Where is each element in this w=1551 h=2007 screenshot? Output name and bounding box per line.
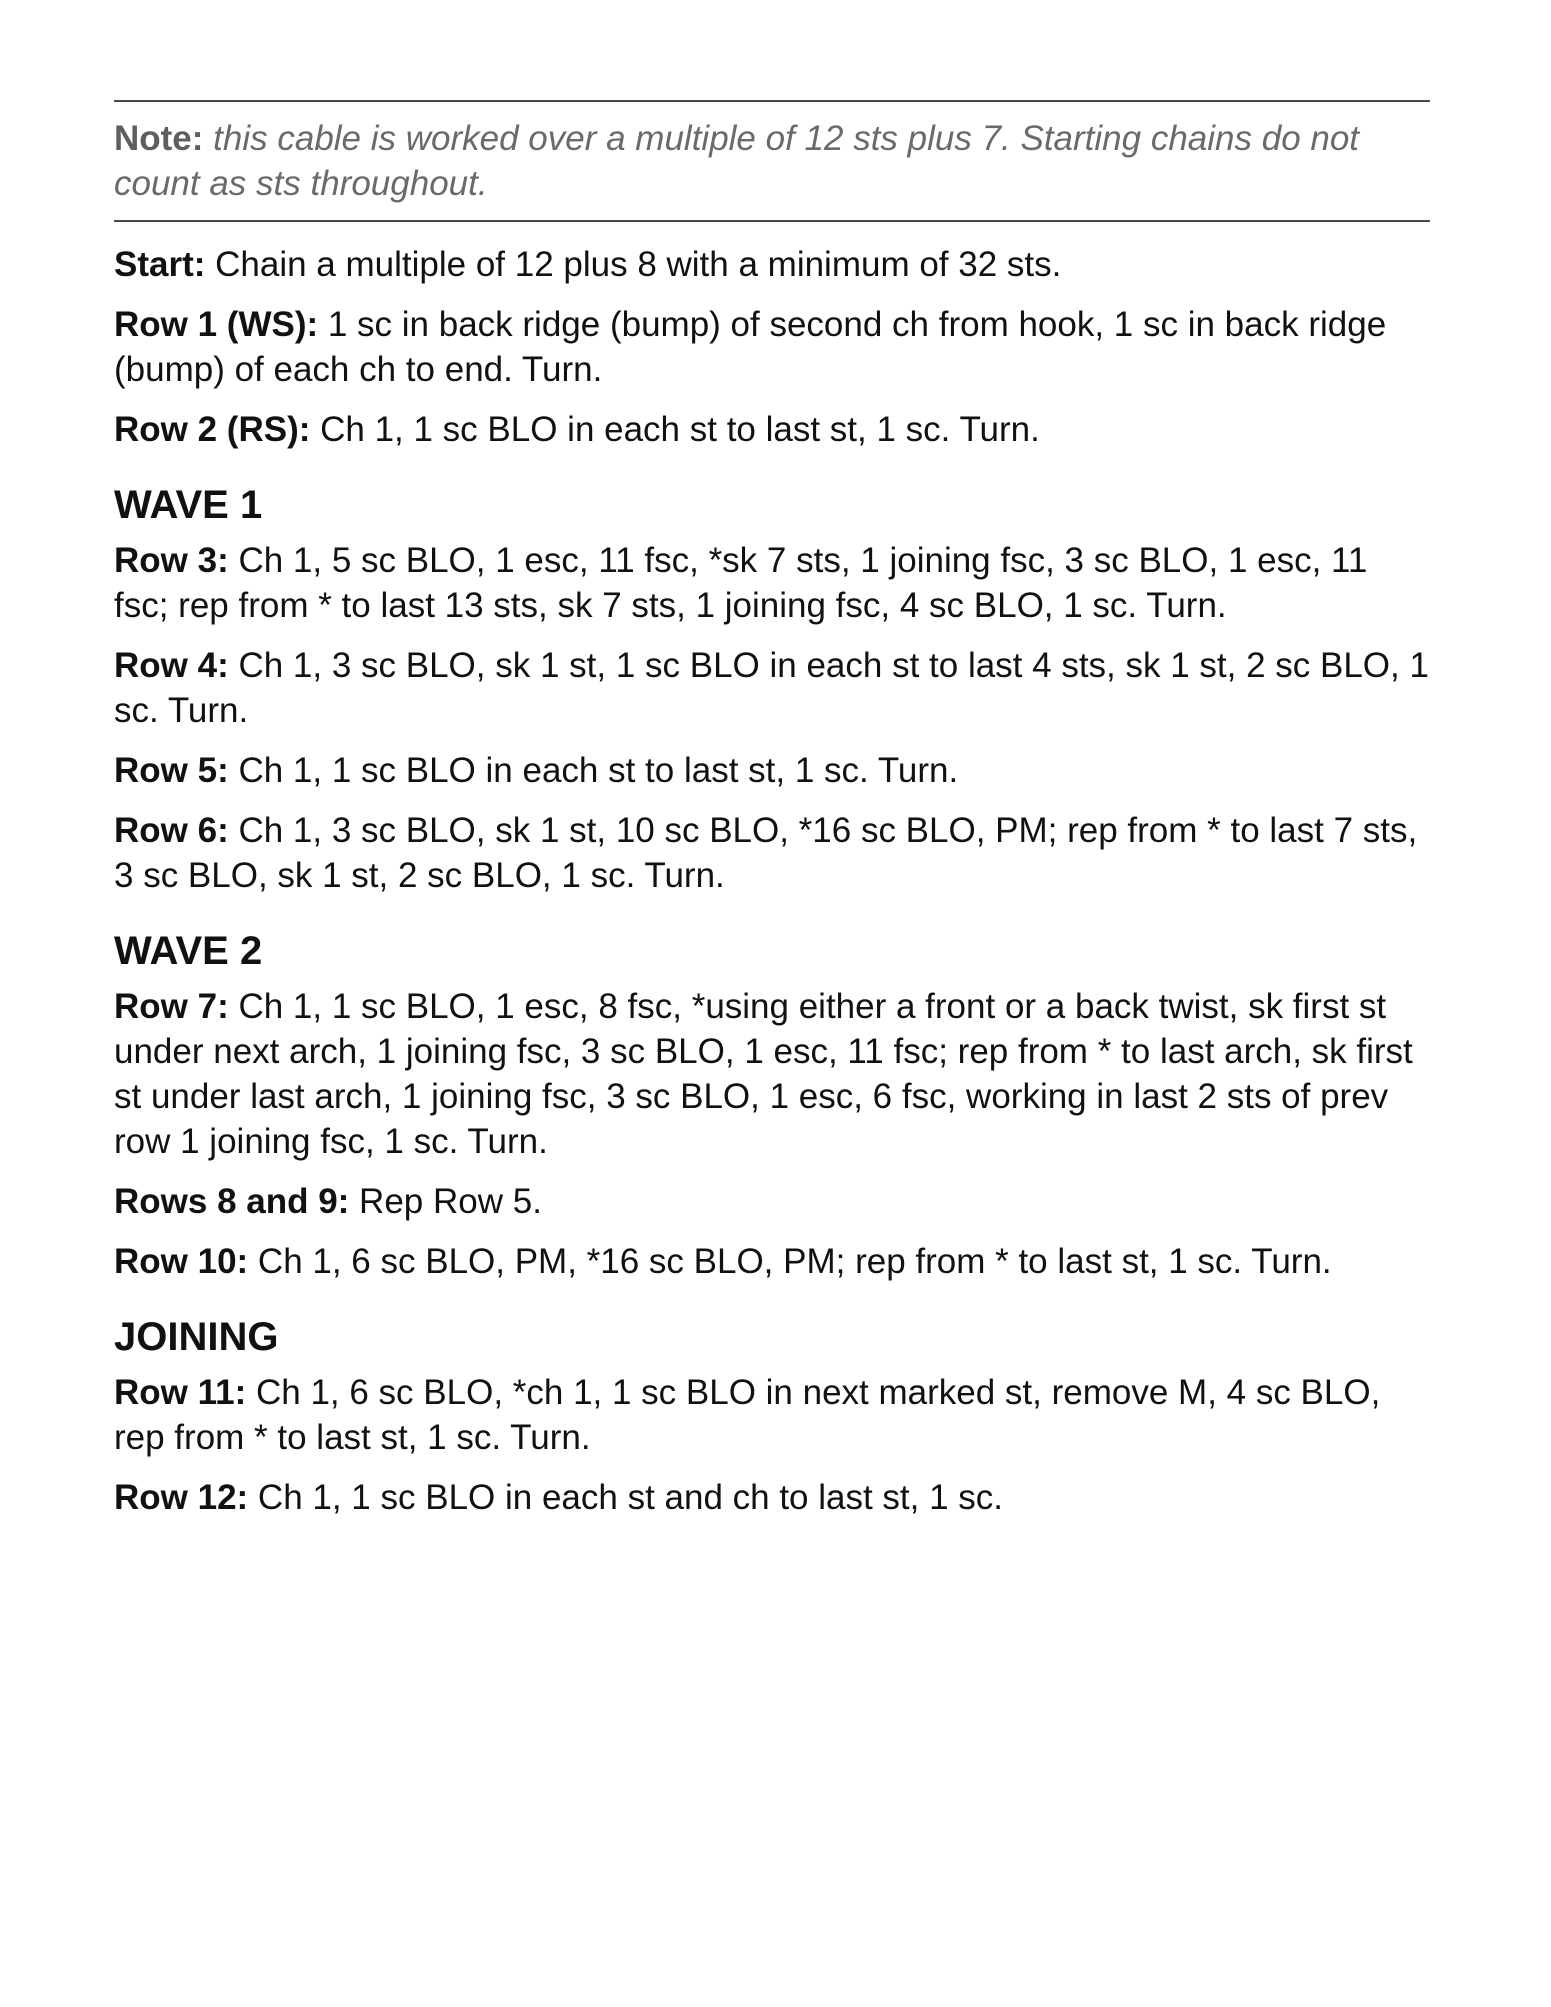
row-11-instruction [114,1370,1430,1460]
note-text: this cable is worked over a multiple of 12 sts plus 7. Starting chains do not count as sts throughout. [114,119,1360,203]
row-1-label: Row 1 (WS): [114,305,319,344]
row-1-instruction [114,302,1430,392]
rows-8-9-text: Rep Row 5. [349,1182,542,1221]
start-text: Chain a multiple of 12 plus 8 with a minimum of 32 sts. [205,245,1062,284]
row-5-instruction [114,748,1430,793]
row-2-text: Ch 1, 1 sc BLO in each st to last st, 1 sc. Turn. [310,410,1040,449]
row-4-instruction [114,643,1430,733]
row-7-instruction [114,984,1430,1164]
row-7-label: Row 7: [114,987,229,1026]
row-1-text: 1 sc in back ridge (bump) of second ch from hook, 1 sc in back ridge (bump) of each ch to end. Turn. [114,305,1387,389]
row-5-label: Row 5: [114,751,229,790]
note-label: Note: [114,119,204,158]
row-10-label: Row 10: [114,1242,249,1281]
row-11-label: Row 11: [114,1373,247,1412]
row-12-label: Row 12: [114,1478,249,1517]
section-heading-wave-1: WAVE 1 [114,483,263,527]
row-6-text: Ch 1, 3 sc BLO, sk 1 st, 10 sc BLO, *16 sc BLO, PM; rep from * to last 7 sts, 3 sc BLO, sk 1 st, 2 sc BLO, 1 sc. Turn. [114,811,1418,895]
rows-8-9-label: Rows 8 and 9: [114,1182,350,1221]
pattern-content [114,242,1430,1520]
row-4-text: Ch 1, 3 sc BLO, sk 1 st, 1 sc BLO in each st to last 4 sts, sk 1 st, 2 sc BLO, 1 sc. Turn. [114,646,1429,730]
row-11-text: Ch 1, 6 sc BLO, *ch 1, 1 sc BLO in next marked st, remove M, 4 sc BLO, rep from * to last st, 1 sc. Turn. [114,1373,1381,1457]
row-6-label: Row 6: [114,811,229,850]
pattern-page [114,100,1430,1535]
row-2-instruction [114,407,1430,452]
row-12-text: Ch 1, 1 sc BLO in each st and ch to last st, 1 sc. [248,1478,1004,1517]
row-10-text: Ch 1, 6 sc BLO, PM, *16 sc BLO, PM; rep from * to last st, 1 sc. Turn. [248,1242,1332,1281]
section-heading-joining: JOINING [114,1315,279,1359]
row-10-instruction [114,1239,1430,1284]
start-label: Start: [114,245,206,284]
start-instruction [114,242,1430,287]
row-3-text: Ch 1, 5 sc BLO, 1 esc, 11 fsc, *sk 7 sts, 1 joining fsc, 3 sc BLO, 1 esc, 11 fsc; rep from * to last 13 sts, sk 7 sts, 1 joining fsc, 4 sc BLO, 1 sc. Turn. [114,541,1368,625]
row-3-instruction [114,538,1430,628]
row-12-instruction [114,1475,1430,1520]
row-3-label: Row 3: [114,541,229,580]
row-7-text: Ch 1, 1 sc BLO, 1 esc, 8 fsc, *using either a front or a back twist, sk first st under next arch, 1 joining fsc, 3 sc BLO, 1 esc, 11 fsc; rep from * to last arch, sk first st under last arch, 1 joining fsc, 3 sc BLO, 1 esc, 6 fsc, working in last 2 sts of prev row 1 joining fsc, 1 sc. Turn. [114,987,1413,1161]
rows-8-9-instruction [114,1179,1430,1224]
note-box [114,100,1430,222]
row-2-label: Row 2 (RS): [114,410,311,449]
row-5-text: Ch 1, 1 sc BLO in each st to last st, 1 sc. Turn. [228,751,959,790]
row-6-instruction [114,808,1430,898]
section-heading-wave-2: WAVE 2 [114,929,263,973]
row-4-label: Row 4: [114,646,229,685]
